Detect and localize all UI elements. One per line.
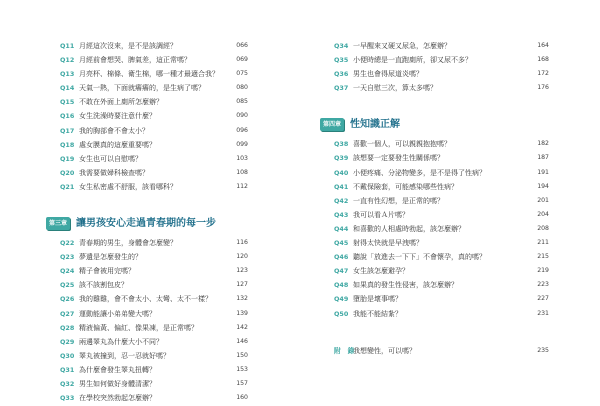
toc-entry-title: 精液偏黃、偏紅、像果凍，是正常嗎？ [79,323,198,332]
toc-entry-title: 如果真的發生性侵害，該怎麼辦？ [353,281,458,290]
toc-entry-page: 090 [236,112,248,120]
toc-entry-title: 小便疼痛、分泌物變多，是不是得了性病？ [353,168,486,177]
toc-entry-number: Q12 [60,56,75,65]
toc-entry-page: 108 [236,168,248,176]
toc-entry-number: Q39 [334,154,349,163]
toc-entry[interactable] [60,292,248,306]
toc-entry-title: 該不該割包皮？ [79,281,128,290]
toc-entry[interactable] [60,152,248,166]
toc-entry-title: 我能不能結紮？ [353,309,402,318]
toc-entry[interactable] [334,278,549,292]
toc-entry[interactable] [334,67,549,81]
toc-entry-page: 160 [236,394,248,402]
toc-entry[interactable] [60,138,248,152]
toc-entry-title: 月經這次沒來，是不是該調經？ [79,42,177,50]
toc-entry-page: 085 [236,98,248,106]
toc-entry-number: Q41 [334,182,349,191]
toc-entry-number: Q19 [60,154,75,163]
toc-entry[interactable] [60,307,248,321]
toc-entry-page: 211 [537,239,549,247]
toc-entry[interactable] [334,137,549,151]
chapter4-header [322,117,549,133]
toc-entry-number: Q27 [60,309,75,318]
toc-entry[interactable] [60,236,248,250]
toc-entry-number: Q35 [334,56,349,65]
toc-entry-page: 219 [537,267,549,275]
toc-list-chapter4 [334,137,549,320]
toc-entry-page: 172 [537,70,549,78]
toc-entry-page: 116 [236,239,248,247]
toc-entry[interactable] [60,81,248,95]
toc-entry-title: 一早醒來又硬又尿急，怎麼辦？ [353,42,451,50]
toc-entry[interactable] [60,180,248,194]
toc-entry-number: Q32 [60,379,75,388]
toc-entry-number: Q34 [334,42,349,50]
toc-entry-title: 天氣一熱，下面就癢癢的，是生病了嗎？ [79,84,205,93]
toc-entry-page: 187 [537,154,549,162]
toc-entry-page: 223 [537,281,549,289]
toc-entry-title: 女生該怎麼避孕？ [353,267,409,276]
toc-entry-number: Q13 [60,70,75,79]
toc-entry[interactable] [60,250,248,264]
toc-entry-title: 墮胎是壞事嗎？ [353,295,402,304]
toc-entry-number: Q14 [60,84,75,93]
toc-entry-page: 215 [537,253,549,261]
toc-entry-page: 164 [537,42,549,49]
toc-entry-title: 青春期的男生，身體會怎麼變？ [79,239,177,248]
toc-entry-page: 099 [236,140,248,148]
toc-entry[interactable] [60,95,248,109]
toc-entry-title: 女生洗澡時要注意什麼？ [79,112,156,121]
toc-entry-number: Q33 [60,394,75,403]
toc-entry-title: 小便時總是一直跑廁所，卻又尿不多？ [353,56,472,65]
toc-entry-page: 168 [537,56,549,64]
toc-entry-title: 該想要一定要發生性關係嗎？ [353,154,444,163]
toc-entry-page: 182 [537,140,549,148]
toc-entry[interactable] [60,349,248,363]
toc-entry-page: 120 [236,253,248,261]
toc-entry-page: 066 [236,42,248,49]
toc-entry-number: Q24 [60,267,75,276]
toc-entry-number: Q18 [60,140,75,149]
toc-entry-number: Q49 [334,295,349,304]
toc-entry[interactable] [60,124,248,138]
toc-entry-title: 月亮杯、棉條、衛生棉，哪一種才最適合我？ [79,70,219,79]
toc-entry[interactable] [60,391,248,405]
toc-entry-page: 204 [537,210,549,218]
toc-entry-number: Q11 [60,42,75,50]
toc-entry-number: Q15 [60,98,75,107]
toc-entry[interactable] [334,307,549,321]
toc-entry-page: 139 [236,309,248,317]
toc-entry-title: 睪丸被撞到，忍一忍就好嗎？ [79,351,170,360]
toc-list-chapter3 [60,236,248,405]
toc-entry[interactable] [334,208,549,222]
toc-entry-page: 112 [236,182,248,190]
toc-entry-page: 127 [236,281,248,289]
toc-entry-page: 191 [537,168,549,176]
toc-entry[interactable] [60,335,248,349]
toc-entry-title: 處女膜真的這麼重要嗎？ [79,140,156,149]
toc-entry-number: Q30 [60,351,75,360]
toc-entry-title: 我的雞雞，會不會太小、太彎、太不一樣？ [79,295,212,304]
appendix-title: 我想變性，可以嗎？ [353,346,416,355]
toc-entry-page: 142 [236,323,248,331]
toc-entry[interactable] [334,292,549,306]
toc-entry-number: Q23 [60,253,75,262]
toc-entry[interactable] [334,236,549,250]
toc-right-column [322,39,549,358]
toc-entry[interactable] [334,81,549,95]
toc-entry-page: 080 [236,84,248,92]
toc-entry-title: 女生私密處不舒服，該看哪科？ [79,182,177,191]
toc-entry-number: Q50 [334,309,349,318]
toc-entry-number: Q38 [334,140,349,149]
toc-entry-page: 231 [537,309,549,317]
chapter3-header [48,216,248,232]
toc-entry-number: Q21 [60,182,75,191]
toc-entry[interactable] [60,377,248,391]
toc-entry-number: Q40 [334,168,349,177]
toc-entry[interactable] [60,166,248,180]
toc-entry-page: 227 [537,295,549,303]
toc-entry-page: 194 [537,182,549,190]
toc-entry-number: Q44 [334,224,349,233]
toc-entry-number: Q48 [334,281,349,290]
toc-entry[interactable] [60,67,248,81]
toc-entry-number: Q42 [334,196,349,205]
toc-entry[interactable] [334,53,549,67]
toc-entry-page: 201 [537,196,549,204]
toc-entry[interactable] [60,53,248,67]
toc-entry-page: 153 [236,365,248,373]
toc-list-chapter2 [60,39,248,194]
appendix-label: 附 錄 [334,346,355,355]
toc-entry-title: 月經前會想哭、脾氣差，這正常嗎？ [79,56,191,65]
toc-entry-title: 女生也可以自慰嗎？ [79,154,142,163]
toc-entry-title: 兩邊睪丸為什麼大小不同？ [79,337,163,346]
toc-entry[interactable] [334,166,549,180]
toc-entry-title: 喜歡一個人，可以親親抱抱嗎？ [353,140,451,149]
toc-entry-number: Q28 [60,323,75,332]
toc-left-column [48,39,248,405]
toc-entry-title: 運動能讓小弟弟變大嗎？ [79,309,156,318]
toc-entry-number: Q17 [60,126,75,135]
toc-entry[interactable] [334,250,549,264]
toc-entry-title: 為什麼會發生睪丸扭轉？ [79,365,156,374]
toc-entry-number: Q43 [334,210,349,219]
toc-entry[interactable] [334,151,549,165]
toc-entry-page: 096 [236,126,248,134]
toc-entry-title: 一天自慰三次，算太多嗎？ [353,84,437,93]
toc-entry-number: Q45 [334,239,349,248]
toc-entry-number: Q47 [334,267,349,276]
toc-entry-page: 132 [236,295,248,303]
toc-entry-number: Q29 [60,337,75,346]
toc-entry-page: 150 [236,351,248,359]
toc-entry-title: 精子會被用完嗎？ [79,267,135,276]
toc-entry[interactable] [60,109,248,123]
toc-entry-number: Q26 [60,295,75,304]
toc-entry-number: Q16 [60,112,75,121]
toc-entry-title: 男生如何做好身體清潔？ [79,379,156,388]
toc-entry-page: 069 [236,56,248,64]
toc-entry[interactable] [334,264,549,278]
toc-entry[interactable] [334,39,549,53]
toc-entry-number: Q25 [60,281,75,290]
toc-entry-title: 不敢在外面上廁所怎麼辦？ [79,98,163,107]
toc-entry-title: 不戴保險套，可能感染哪些性病？ [353,182,458,191]
toc-entry-page: 208 [537,224,549,232]
appendix-row[interactable] [334,344,549,358]
toc-entry-number: Q36 [334,70,349,79]
toc-entry-number: Q31 [60,365,75,374]
toc-entry[interactable] [334,180,549,194]
toc-entry-number: Q46 [334,253,349,262]
chapter4-badge: 第四章 [320,118,344,131]
toc-entry-page: 123 [236,267,248,275]
toc-entry-number: Q22 [60,239,75,248]
toc-entry-page: 176 [537,84,549,92]
toc-entry-title: 在學校突然勃起怎麼辦？ [79,394,156,403]
toc-entry-title: 夢遺是怎麼發生的？ [79,253,142,262]
toc-entry-page: 103 [236,154,248,162]
toc-entry-page: 157 [236,379,248,387]
toc-entry[interactable] [60,363,248,377]
toc-list-chapter3-cont [334,39,549,95]
toc-entry-title: 我需要做婦科檢查嗎？ [79,168,149,177]
toc-entry-title: 一直有性幻想，是正常的嗎？ [353,196,444,205]
chapter3-badge: 第三章 [46,217,70,230]
toc-entry[interactable] [334,194,549,208]
toc-entry-number: Q37 [334,84,349,93]
toc-entry-title: 聽說「放進去一下下」不會懷孕，真的嗎？ [353,253,486,262]
toc-entry[interactable] [60,278,248,292]
toc-entry-title: 男生也會得尿道炎嗎？ [353,70,423,79]
toc-entry-title: 射得太快就是早洩嗎？ [353,239,423,248]
toc-entry-page: 146 [236,337,248,345]
chapter3-title: 讓男孩安心走過青春期的每一步 [76,218,216,230]
chapter4-title: 性知識正解 [350,119,400,131]
toc-entry-title: 我可以看Ａ片嗎？ [353,210,409,219]
toc-entry[interactable] [60,39,248,53]
toc-entry-page: 075 [236,70,248,78]
toc-entry-number: Q20 [60,168,75,177]
appendix-page: 235 [537,346,549,354]
toc-entry-title: 和喜歡的人相處時勃起，該怎麼辦？ [353,224,465,233]
toc-entry[interactable] [60,264,248,278]
toc-entry[interactable] [60,321,248,335]
toc-entry-title: 我的胸部會不會太小？ [79,126,149,135]
toc-entry[interactable] [334,222,549,236]
